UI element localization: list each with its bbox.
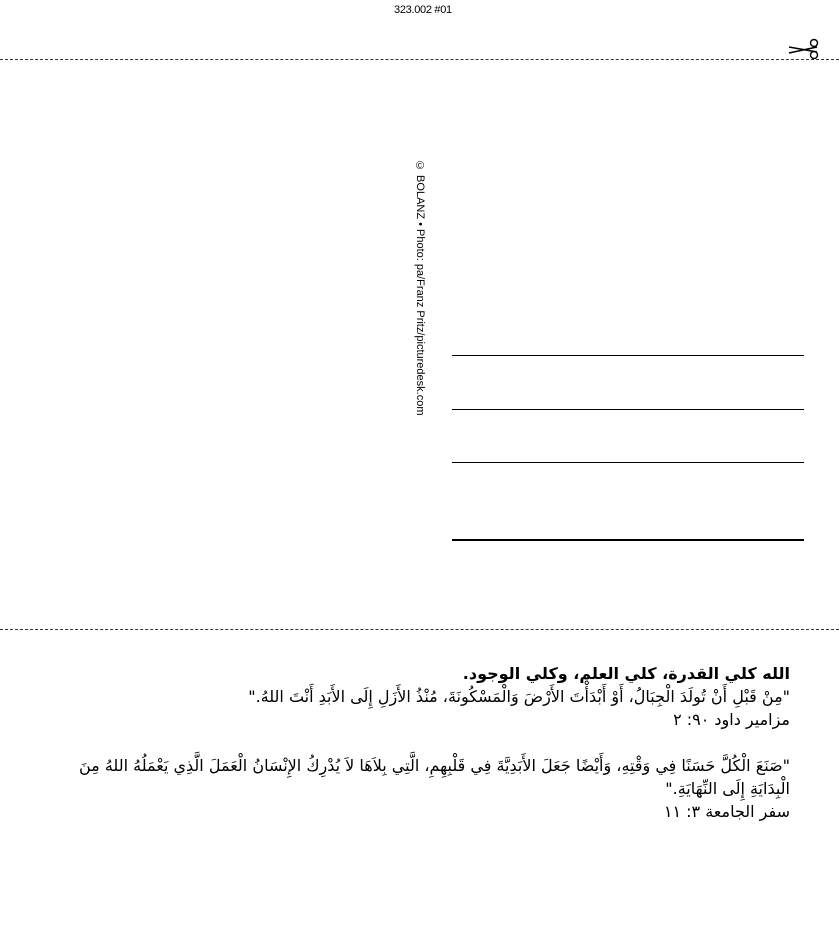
photo-credit: © BOLANZ • Photo: pa/Franz Pritz/picturedesk.com bbox=[414, 160, 426, 416]
address-line-4 bbox=[452, 539, 804, 541]
top-cut-line bbox=[0, 59, 839, 60]
address-line-2 bbox=[452, 409, 804, 410]
verses-block bbox=[40, 662, 790, 823]
address-line-1 bbox=[452, 355, 804, 356]
bottom-cut-line bbox=[0, 629, 839, 630]
verse-2-text: "صَنَعَ الْكُلَّ حَسَنًا فِي وَقْتِهِ، وَأَيْضًا جَعَلَ الأَبَدِيَّةَ فِي قَلْبِهِمِ، الَّتِي بِلاَهَا لاَ يُدْرِكُ الإِنْسَانُ الْعَمَلَ الَّذِي يَعْمَلُهُ اللهُ مِنَ الْبِدَايَةِ إِلَى النِّهَايَةِ." bbox=[79, 756, 790, 798]
verse-1-text: "مِنْ قَبْلِ أَنْ تُولَدَ الْجِبَالُ، أَوْ أَبْدَأْتَ الأَرْضَ وَالْمَسْكُونَةَ، مُنْذُ الأَزَلِ إِلَى الأَبَدِ أَنْتَ اللهُ." bbox=[248, 687, 790, 706]
verses-title: الله كلي القدرة، كلي العلم، وكلي الوجود. bbox=[462, 664, 790, 683]
verse-1-reference: مزامير داود ٩٠: ٢ bbox=[673, 710, 790, 729]
verse-2-reference: سفر الجامعة ٣: ١١ bbox=[663, 802, 790, 821]
scissors-icon bbox=[787, 38, 821, 60]
address-line-3 bbox=[452, 462, 804, 463]
print-code: 323.002 #01 bbox=[394, 4, 452, 16]
